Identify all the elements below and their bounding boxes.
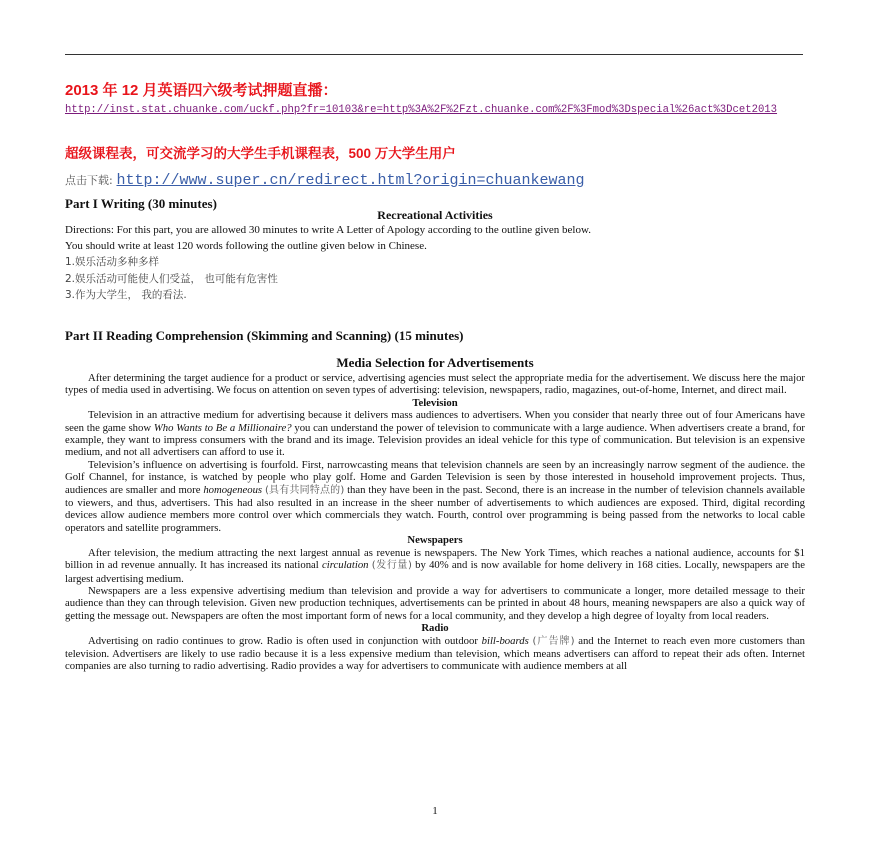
header-rule (65, 54, 803, 55)
outline-item: 3.作为大学生， 我的看法. (65, 289, 187, 301)
page-number: 1 (432, 805, 438, 817)
article-title: Media Selection for Advertisements (336, 355, 534, 370)
download-label: 点击下载: (65, 174, 113, 187)
part1-heading: Part I Writing (30 minutes) (65, 196, 217, 211)
part1-title: Recreational Activities (377, 208, 493, 222)
newspapers-paragraph-2: Newspapers are a less expensive advertising medium than television and provide a way for advertisers to communicate a longer, more detailed message to their audience than they can through television. Given new production techniques, advertisements can be printed in about 48 hours, meaning newspapers are also a quick way of getting the message out. Newspapers are often the most important form of news for a local community, and they develop a high degree of loyalty from local readers. (65, 584, 805, 622)
outline-list (65, 254, 805, 304)
section-heading-radio: Radio (421, 622, 449, 635)
directions-line-2: You should write at least 120 words following the outline given below in Chinese. (65, 239, 427, 252)
section-heading-television: Television (412, 396, 458, 409)
directions-line-1: Directions: For this part, you are allowed 30 minutes to write A Letter of Apology according to the outline given below. (65, 224, 591, 236)
promo-title: 2013 年 12 月英语四六级考试押题直播： (65, 82, 338, 99)
section-heading-newspapers: Newspapers (407, 534, 463, 547)
promo-tagline: 超级课程表，可交流学习的大学生手机课程表，500 万大学生用户 (65, 146, 456, 161)
radio-paragraph-1: Advertising on radio continues to grow. Radio is often used in conjunction with outdoor bill-boards (广告牌) and the Internet to reach even more customers than television. Advertisers are likely to use radio because it is a less expensive medium than television, which means advertisers can afford to repeat their ads often. Internet companies are also turning to radio advertising. Radio provides a way for advertisers to communicate with audience members at all (65, 634, 805, 673)
download-line (65, 172, 805, 189)
tv-paragraph-2: Television’s influence on advertising is fourfold. First, narrowcasting means that television channels are seen by an increasingly narrow segment of the audience. the Golf Channel, for instance, is watched by people who play golf. Home and Garden Television is seen by those interested in household improvement projects. Thus, audiences are smaller and more homogeneous (具有共同特点的) than they have been in the past. Second, there is an increase in the number of television channels available to viewers, and thus, advertisers. This had also resulted in an increase in the sheer number of advertisements to which audiences are exposed. Third, digital recording devices allow audience members more control over which commercials they watch. Fourth, control over programming is being passed from the networks to local cable operators and satellite programmers. (65, 458, 806, 534)
download-link[interactable]: http://www.super.cn/redirect.html?origin=chuankewang (116, 172, 585, 189)
outline-item: 2.娱乐活动可能使人们受益， 也可能有危害性 (65, 272, 278, 285)
tv-paragraph-1: Television in an attractive medium for advertising because it delivers mass audiences to advertisers. When you consider that nearly three out of four Americans have seen the game show Who Wants to Be a Millionaire? you can understand the power of television to communicate with a large audience. When advertisers create a brand, for example, they want to impress consumers with the brand and its image. Television provides an ideal vehicle for this type of communication. But television is an expensive medium, and not all advertisers can afford to use it. (65, 409, 805, 459)
part2-heading: Part II Reading Comprehension (Skimming and Scanning) (15 minutes) (65, 328, 464, 343)
article-body (65, 372, 805, 673)
outline-item: 1.娱乐活动多种多样 (65, 256, 160, 268)
intro-paragraph: After determining the target audience for a product or service, advertising agencies must select the appropriate media for the advertisement. We discuss here the major types of media used in advertising. We focus on attention on seven types of advertising: television, newspapers, radio, magazines, out-of-home, Internet, and direct mail. (65, 372, 805, 397)
newspapers-paragraph-1: After television, the medium attracting the next largest annual as revenue is newspapers. The New York Times, which reaches a national audience, accounts for $1 billion in ad revenue annually. It has increased its national circulation (发行量) by 40% and is now available for home delivery in 168 cities. Locally, newspapers are the largest advertising medium. (65, 546, 806, 585)
promo-link[interactable]: http://inst.stat.chuanke.com/uckf.php?fr=10103&re=http%3A%2F%2Fzt.chuanke.com%2F%3Fmod%3Dspecial%26act%3Dcet2013 (65, 104, 778, 116)
directions (65, 223, 805, 254)
